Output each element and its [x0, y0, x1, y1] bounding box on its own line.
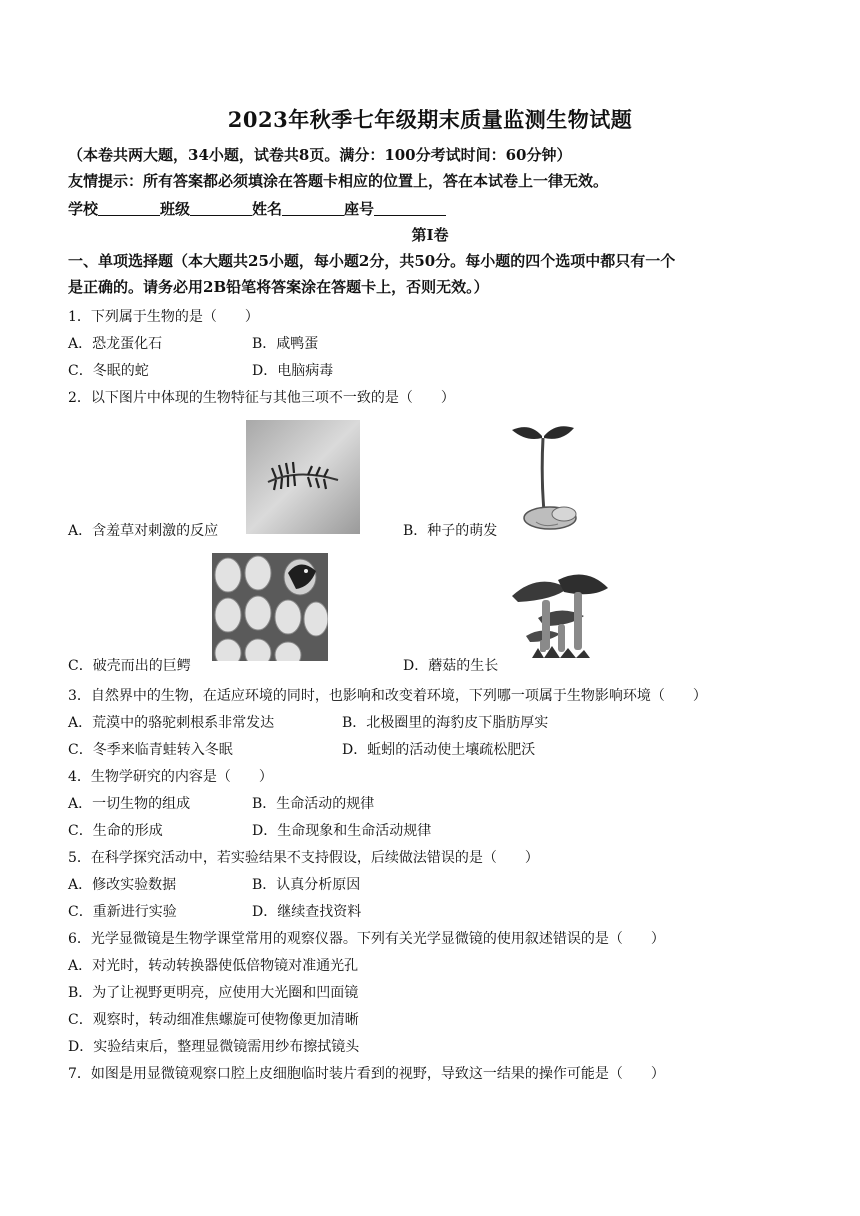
q3-option-a: A．荒漠中的骆驼刺根系非常发达	[68, 715, 275, 731]
friendly-tip: 友情提示：所有答案都必须填涂在答题卡相应的位置上，答在本试卷上一律无效。	[68, 172, 609, 190]
q1-option-a: A．恐龙蛋化石	[68, 336, 163, 352]
q5-option-c: C．重新进行实验	[68, 904, 177, 920]
q6-option-b: B．为了让视野更明亮，应使用大光圈和凹面镜	[68, 985, 359, 1001]
q5-option-b: B．认真分析原因	[252, 877, 361, 893]
section-heading: 一、单项选择题（本大题共25小题，每小题2分，共50分。每小题的四个选项中都只有一个	[68, 252, 676, 270]
question-5-stem: 5．在科学探究活动中，若实验结果不支持假设，后续做法错误的是（ ）	[68, 850, 539, 866]
question-1-stem: 1．下列属于生物的是（ ）	[68, 309, 259, 325]
q3-option-c: C．冬季来临青蛙转入冬眠	[68, 742, 233, 758]
q4-option-d: D．生命现象和生命活动规律	[252, 823, 432, 839]
q4-option-c: C．生命的形成	[68, 823, 163, 839]
q3-option-b: B．北极圈里的海豹皮下脂肪厚实	[342, 715, 549, 731]
name-label: 姓名	[252, 200, 283, 218]
class-blank	[190, 201, 252, 216]
q3-option-d: D．蚯蚓的活动使土壤疏松肥沃	[342, 742, 536, 758]
seat-blank	[374, 201, 446, 216]
mimosa-image	[246, 420, 360, 534]
volume-title: 第Ⅰ卷	[411, 226, 449, 244]
seed-germination-image	[500, 416, 590, 538]
q2-option-c: C．破壳而出的巨鳄	[68, 658, 191, 674]
q4-option-a: A．一切生物的组成	[68, 796, 191, 812]
question-3-stem: 3．自然界中的生物，在适应环境的同时，也影响和改变着环境，下列哪一项属于生物影响环境（ ）	[68, 688, 707, 704]
seat-label: 座号	[344, 200, 375, 218]
q1-option-b: B．咸鸭蛋	[252, 336, 319, 352]
q6-option-d: D．实验结束后，整理显微镜需用纱布擦拭镜头	[68, 1039, 360, 1055]
student-info-fields	[68, 198, 446, 219]
q5-option-d: D．继续查找资料	[252, 904, 362, 920]
q5-option-a: A．修改实验数据	[68, 877, 177, 893]
page-title: 2023年秋季七年级期末质量监测生物试题	[227, 107, 633, 132]
question-4-stem: 4．生物学研究的内容是（ ）	[68, 769, 273, 785]
q6-option-a: A．对光时，转动转换器使低倍物镜对准通光孔	[68, 958, 359, 974]
question-2-stem: 2．以下图片中体现的生物特征与其他三项不一致的是（ ）	[68, 390, 455, 406]
q6-option-c: C．观察时，转动细准焦螺旋可使物像更加清晰	[68, 1012, 359, 1028]
school-blank	[98, 201, 160, 216]
name-blank	[282, 201, 344, 216]
class-label: 班级	[160, 200, 191, 218]
section-heading-cont: 是正确的。请务必用2B铅笔将答案涂在答题卡上，否则无效。）	[68, 278, 489, 296]
mushroom-image	[508, 566, 612, 666]
q2-option-b: B．种子的萌发	[403, 523, 498, 539]
hatching-crocodile-image	[212, 553, 328, 661]
q1-option-c: C．冬眠的蛇	[68, 363, 149, 379]
question-7-stem: 7．如图是用显微镜观察口腔上皮细胞临时装片看到的视野，导致这一结果的操作可能是（ ）	[68, 1066, 665, 1082]
q2-option-a: A．含羞草对刺激的反应	[68, 523, 219, 539]
question-6-stem: 6．光学显微镜是生物学课堂常用的观察仪器。下列有关光学显微镜的使用叙述错误的是（ ）	[68, 931, 665, 947]
q2-option-d: D．蘑菇的生长	[403, 658, 499, 674]
q4-option-b: B．生命活动的规律	[252, 796, 375, 812]
school-label: 学校	[68, 200, 99, 218]
exam-info: （本卷共两大题，34小题，试卷共8页。满分：100分考试时间：60分钟）	[68, 146, 572, 164]
q1-option-d: D．电脑病毒	[252, 363, 334, 379]
